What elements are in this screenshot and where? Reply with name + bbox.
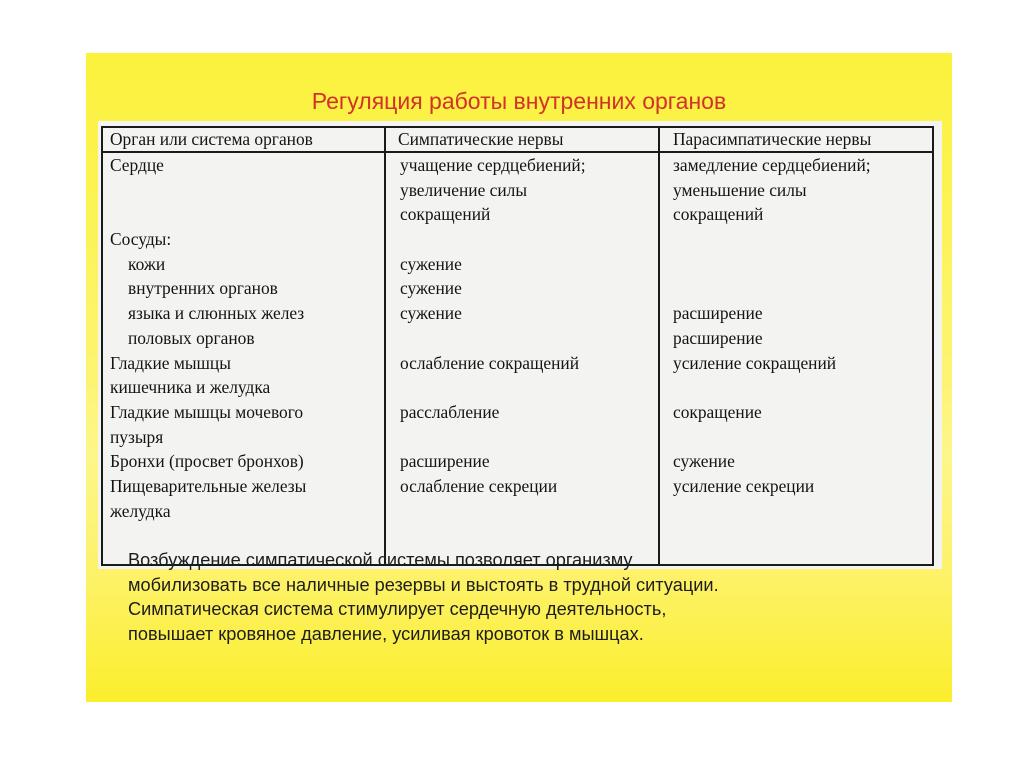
column-organ	[110, 153, 306, 523]
header-parasympathetic: Парасимпатические нервы	[673, 129, 872, 149]
table-cell: Сердце	[110, 155, 164, 175]
table-cell	[400, 425, 586, 450]
table-cell: расширение	[673, 303, 763, 324]
table-cell	[673, 375, 871, 400]
table-cell: сокращение	[673, 401, 762, 422]
table-cell: Бронхи (просвет бронхов)	[110, 451, 304, 472]
table-cell: уменьшение силы	[673, 179, 807, 200]
slide-title: Регуляция работы внутренних органов	[311, 88, 727, 114]
table-cell: внутренних органов	[128, 278, 278, 299]
table-cell	[400, 227, 586, 252]
table-cell	[673, 227, 871, 252]
table-cell: Гладкие мышцы мочевого	[110, 401, 304, 422]
table-cell: ослабление секреции	[400, 475, 558, 496]
table-cell: расслабление	[400, 401, 500, 422]
regulation-table	[98, 121, 942, 569]
column-divider	[658, 126, 660, 566]
table-cell: Гладкие мышцы	[110, 352, 231, 373]
table-cell: желудка	[110, 500, 171, 521]
slide	[86, 53, 952, 702]
paragraph-line: Возбуждение симпатической системы позволяет организму	[128, 550, 633, 570]
table-cell: сокращений	[673, 204, 764, 225]
table-cell: кишечника и желудка	[110, 377, 271, 398]
table-cell: учащение сердцебиений;	[400, 155, 586, 175]
table-cell: сужение	[673, 451, 735, 472]
table-cell	[673, 425, 871, 450]
header-organ: Орган или система органов	[110, 129, 313, 149]
table-cell	[400, 326, 586, 351]
column-sympathetic	[400, 153, 586, 523]
table-cell: Сосуды:	[110, 229, 172, 250]
table-cell	[673, 499, 871, 524]
table-cell: кожи	[128, 253, 166, 274]
table-cell: увеличение силы	[400, 179, 528, 200]
paragraph-line: мобилизовать все наличные резервы и выстоять в трудной ситуации.	[128, 574, 719, 595]
table-cell	[673, 252, 871, 277]
paragraph-line: Симпатическая система стимулирует сердечную деятельность,	[128, 599, 667, 619]
table-cell: языка и слюнных желез	[128, 303, 305, 324]
table-cell: расширение	[673, 327, 763, 348]
column-parasympathetic	[673, 153, 871, 523]
table-cell: замедление сердцебиений;	[673, 155, 871, 175]
table-cell	[110, 202, 306, 227]
table-cell: расширение	[400, 451, 490, 472]
table-cell: сужение	[400, 278, 462, 299]
summary-paragraph	[128, 548, 948, 646]
paragraph-line: повышает кровяное давление, усиливая кровоток в мышцах.	[128, 623, 644, 644]
table-cell: половых органов	[128, 327, 255, 348]
table-cell	[673, 276, 871, 301]
table-cell: усиление сокращений	[673, 352, 837, 373]
table-cell: сужение	[400, 303, 462, 324]
table-cell	[400, 375, 586, 400]
column-divider	[384, 126, 386, 566]
table-cell: ослабление сокращений	[400, 352, 580, 373]
table-cell: усиление секреции	[673, 475, 815, 496]
table-cell	[400, 499, 586, 524]
table-cell: пузыря	[110, 426, 164, 447]
table-cell: Пищеварительные железы	[110, 475, 307, 496]
header-sympathetic: Симпатические нервы	[398, 129, 564, 149]
table-cell	[110, 178, 306, 203]
table-cell: сужение	[400, 253, 462, 274]
table-cell: сокращений	[400, 204, 491, 225]
